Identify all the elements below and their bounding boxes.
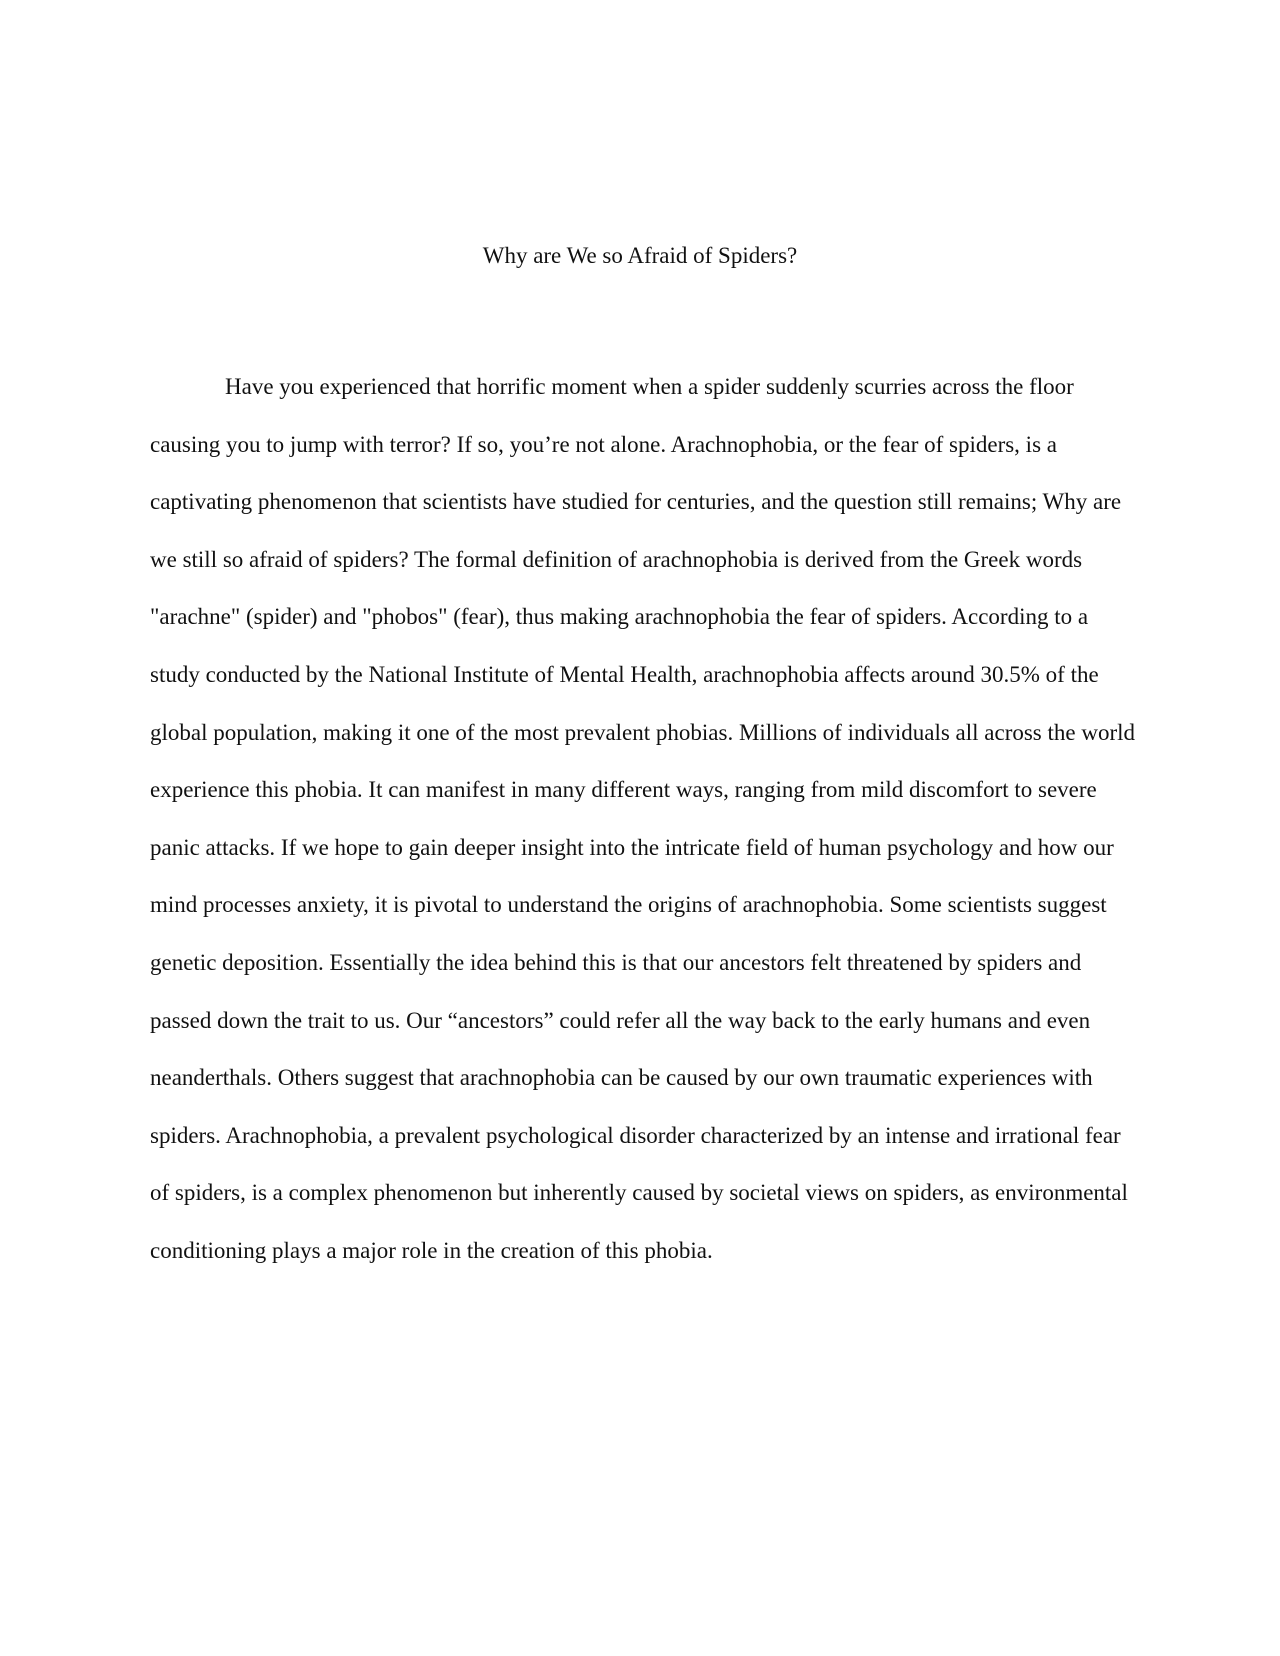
body-paragraph: Have you experienced that horrific moment when a spider suddenly scurries across the floor causing you to jump with terror? If so, you’re not alone. Arachnophobia, or the fear of spiders, is a captivating phenomenon that scientists have studied for centuries, and the question still remains; Why are we still so afraid of spiders? The formal definition of arachnophobia is derived from the Greek words "arachne" (spider) and "phobos" (fear), thus making arachnophobia the fear of spiders. According to a study conducted by the National Institute of Mental Health, arachnophobia affects around 30.5% of the global population, making it one of the most prevalent phobias. Millions of individuals all across the world experience this phobia. It can manifest in many different ways, ranging from mild discomfort to severe panic attacks. If we hope to gain deeper insight into the intricate field of human psychology and how our mind processes anxiety, it is pivotal to understand the origins of arachnophobia. Some scientists suggest genetic deposition. Essentially the idea behind this is that our ancestors felt threatened by spiders and passed down the trait to us. Our “ancestors” could refer all the way back to the early humans and even neanderthals. Others suggest that arachnophobia can be caused by our own traumatic experiences with spiders. Arachnophobia, a prevalent psychological disorder characterized by an intense and irrational fear of spiders, is a complex phenomenon but inherently caused by societal views on spiders, as environmental conditioning plays a major role in the creation of this phobia. <box>150 374 1136 1263</box>
document-title: Why are We so Afraid of Spiders? <box>482 243 798 268</box>
